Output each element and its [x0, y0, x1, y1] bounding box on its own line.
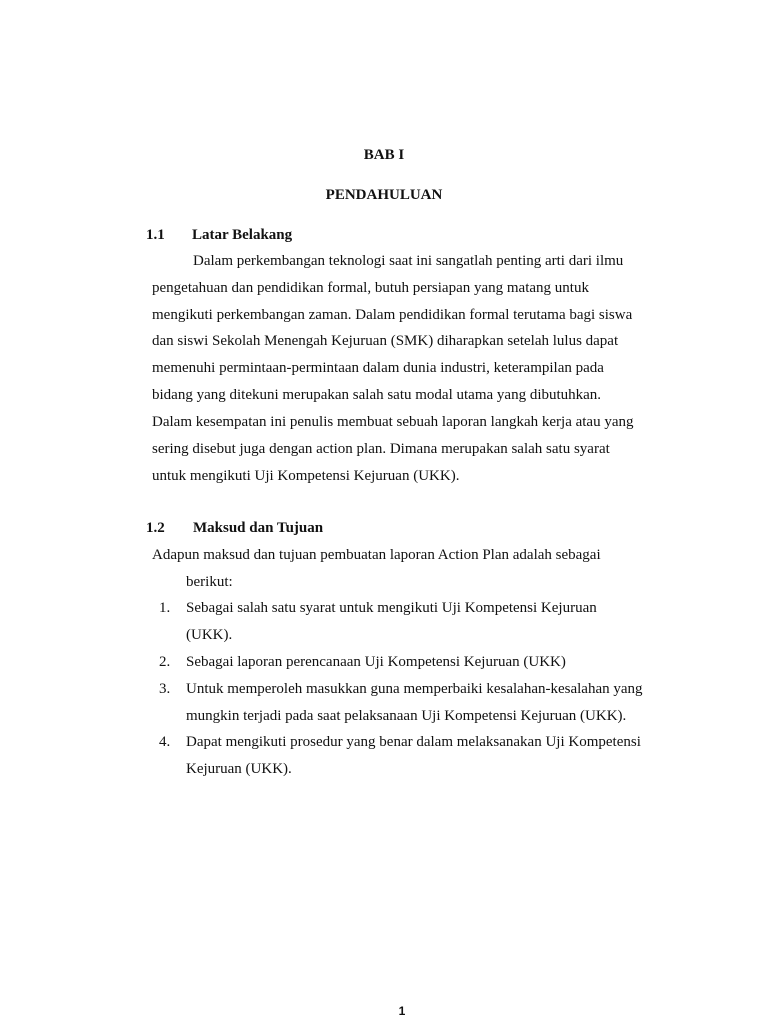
list-item-line: Sebagai salah satu syarat untuk mengikuti Uji Kompetensi Kejuruan	[186, 600, 597, 616]
paragraph-line: mengikuti perkembangan zaman. Dalam pendidikan formal terutama bagi siswa	[152, 307, 633, 323]
list-item-line: Dapat mengikuti prosedur yang benar dalam melaksanakan Uji Kompetensi	[186, 734, 641, 750]
list-item-line: Kejuruan (UKK).	[186, 761, 292, 777]
chapter-title: PENDAHULUAN	[325, 187, 443, 203]
paragraph-line: Dalam kesempatan ini penulis membuat sebuah laporan langkah kerja atau yang	[152, 414, 634, 430]
paragraph-line: memenuhi permintaan-permintaan dalam dunia industri, keterampilan pada	[152, 360, 604, 376]
section-title: Latar Belakang	[192, 227, 293, 243]
paragraph-line: Adapun maksud dan tujuan pembuatan laporan Action Plan adalah sebagai	[152, 547, 601, 563]
list-item-number: 1.	[159, 600, 171, 616]
list-item-line: Sebagai laporan perencanaan Uji Kompetensi Kejuruan (UKK)	[186, 654, 566, 670]
paragraph-line: Dalam perkembangan teknologi saat ini sangatlah penting arti dari ilmu	[193, 253, 624, 269]
list-item-line: Untuk memperoleh masukkan guna memperbaiki kesalahan-kesalahan yang	[186, 681, 643, 697]
paragraph-line: dan siswi Sekolah Menengah Kejuruan (SMK) diharapkan setelah lulus dapat	[152, 333, 619, 349]
paragraph-line: pengetahuan dan pendidikan formal, butuh persiapan yang matang untuk	[152, 280, 589, 296]
list-item-line: (UKK).	[186, 627, 233, 643]
page-number: 1	[398, 1004, 406, 1018]
paragraph-line: bidang yang ditekuni merupakan salah satu modal utama yang dibutuhkan.	[152, 387, 602, 403]
section-number: 1.1	[146, 227, 165, 243]
list-item-number: 2.	[159, 654, 171, 670]
chapter-heading: BAB I	[363, 147, 405, 163]
paragraph-line: untuk mengikuti Uji Kompetensi Kejuruan (UKK).	[152, 468, 460, 484]
list-item-number: 4.	[159, 734, 171, 750]
section-number: 1.2	[146, 520, 165, 536]
section-title: Maksud dan Tujuan	[193, 520, 324, 536]
list-item-line: mungkin terjadi pada saat pelaksanaan Uji Kompetensi Kejuruan (UKK).	[186, 708, 627, 724]
paragraph-line: sering disebut juga dengan action plan. Dimana merupakan salah satu syarat	[152, 441, 610, 457]
list-item-number: 3.	[159, 681, 171, 697]
paragraph-line: berikut:	[186, 574, 233, 590]
